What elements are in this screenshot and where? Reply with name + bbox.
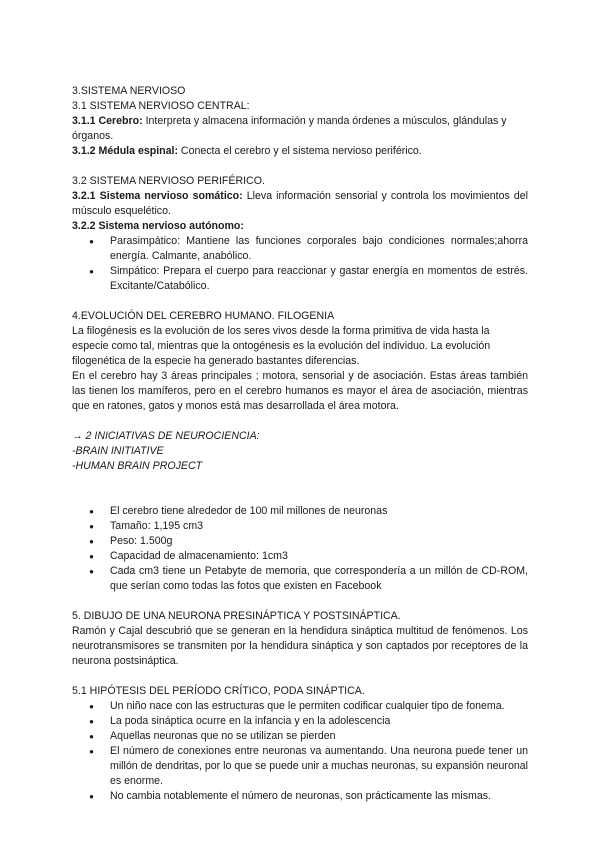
iniciativa-item: -BRAIN INITIATIVE [72, 445, 164, 457]
autonomo-list [72, 234, 528, 294]
list-item: ● Simpático: Prepara el cuerpo para reaccionar y gastar energía en momentos de estrés. Excitante/Catabólico. [72, 264, 528, 294]
list-item: ● Aquellas neuronas que no se utilizan se pierden [72, 729, 528, 744]
subsection-title: 3.2 SISTEMA NERVIOSO PERIFÉRICO. [72, 175, 265, 187]
section-title: 3.SISTEMA NERVIOSO [72, 85, 186, 97]
list-item: ● Capacidad de almacenamiento: 1cm3 [72, 549, 528, 564]
paragraph: Ramón y Cajal descubrió que se generan en la hendidura sináptica multitud de fenómenos. Los neurotransmisores se transmiten por la hendidura sináptica y son captados por receptores de la neurona postsináptica. [72, 625, 528, 667]
list-item: ● Peso: 1.500g [72, 534, 528, 549]
iniciativa-item: -HUMAN BRAIN PROJECT [72, 460, 203, 472]
medula-paragraph [72, 144, 528, 159]
section-iniciativas [72, 429, 528, 474]
iniciativas-title: → 2 INICIATIVAS DE NEUROCIENCIA: [72, 430, 260, 442]
term-text: Interpreta y almacena información y manda órdenes a músculos, glándulas y órganos. [72, 115, 507, 142]
term-label: 3.2.1 Sistema nervioso somático: [72, 190, 243, 202]
list-item: ● No cambia notablemente el número de neuronas, son prácticamente las mismas. [72, 789, 528, 804]
datos-list [72, 504, 528, 594]
term-label: 3.2.2 Sistema nervioso autónomo: [72, 220, 244, 232]
list-item: ● Tamaño: 1,195 cm3 [72, 519, 528, 534]
section-periferico [72, 174, 528, 294]
section-sistema-nervioso [72, 84, 528, 159]
section-title: 4.EVOLUCIÓN DEL CEREBRO HUMANO. FILOGENIA [72, 310, 335, 322]
section-evolucion [72, 309, 528, 414]
term-text: Conecta el cerebro y el sistema nervioso periférico. [177, 145, 422, 157]
autonomo-label [72, 219, 528, 234]
section-title: 5.1 HIPÓTESIS DEL PERÍODO CRÍTICO, PODA SINÁPTICA. [72, 685, 365, 697]
subsection-title: 3.1 SISTEMA NERVIOSO CENTRAL: [72, 100, 250, 112]
list-item: ● La poda sináptica ocurre en la infancia y en la adolescencia [72, 714, 528, 729]
section-neurona [72, 609, 528, 669]
list-item: ● Parasimpático: Mantiene las funciones corporales bajo condiciones normales;ahorra energía. Calmante, anabólico. [72, 234, 528, 264]
paragraph: En el cerebro hay 3 áreas principales ; motora, sensorial y de asociación. Estas áreas también las tienen los mamíferos, pero en el cerebro humanos es mayor el área de asociación, mientras que en ratones, gatos y monos está mas desarrollada el área motora. [72, 370, 528, 412]
poda-list [72, 699, 528, 804]
section-poda [72, 684, 528, 804]
list-item: ● Cada cm3 tiene un Petabyte de memoria, que correspondería a un millón de CD-ROM, que serían como todas las fotos que existen en Facebook [72, 564, 528, 594]
section-title: 5. DIBUJO DE UNA NEURONA PRESINÁPTICA Y POSTSINÁPTICA. [72, 610, 401, 622]
list-item: ● El cerebro tiene alrededor de 100 mil millones de neuronas [72, 504, 528, 519]
term-label: 3.1.2 Médula espinal: [72, 145, 178, 157]
cerebro-paragraph [72, 114, 528, 144]
paragraph: La filogénesis es la evolución de los seres vivos desde la forma primitiva de vida hasta la especie como tal, mientras que la ontogénesis es la evolución del individuo. La evolución filogenética de la especie ha generado bastantes diferencias. [72, 325, 491, 367]
list-item: ● El número de conexiones entre neuronas va aumentando. Una neurona puede tener un millón de dendritas, por lo que se puede unir a muchas neuronas, su expansión neuronal es enorme. [72, 744, 528, 789]
section-datos [72, 504, 528, 594]
term-text: Lleva información sensorial y controla los movimientos del músculo esquelético. [72, 190, 529, 217]
somatico-paragraph [72, 189, 528, 219]
list-item: ● Un niño nace con las estructuras que le permiten codificar cualquier tipo de fonema. [72, 699, 528, 714]
term-label: 3.1.1 Cerebro: [72, 115, 143, 127]
